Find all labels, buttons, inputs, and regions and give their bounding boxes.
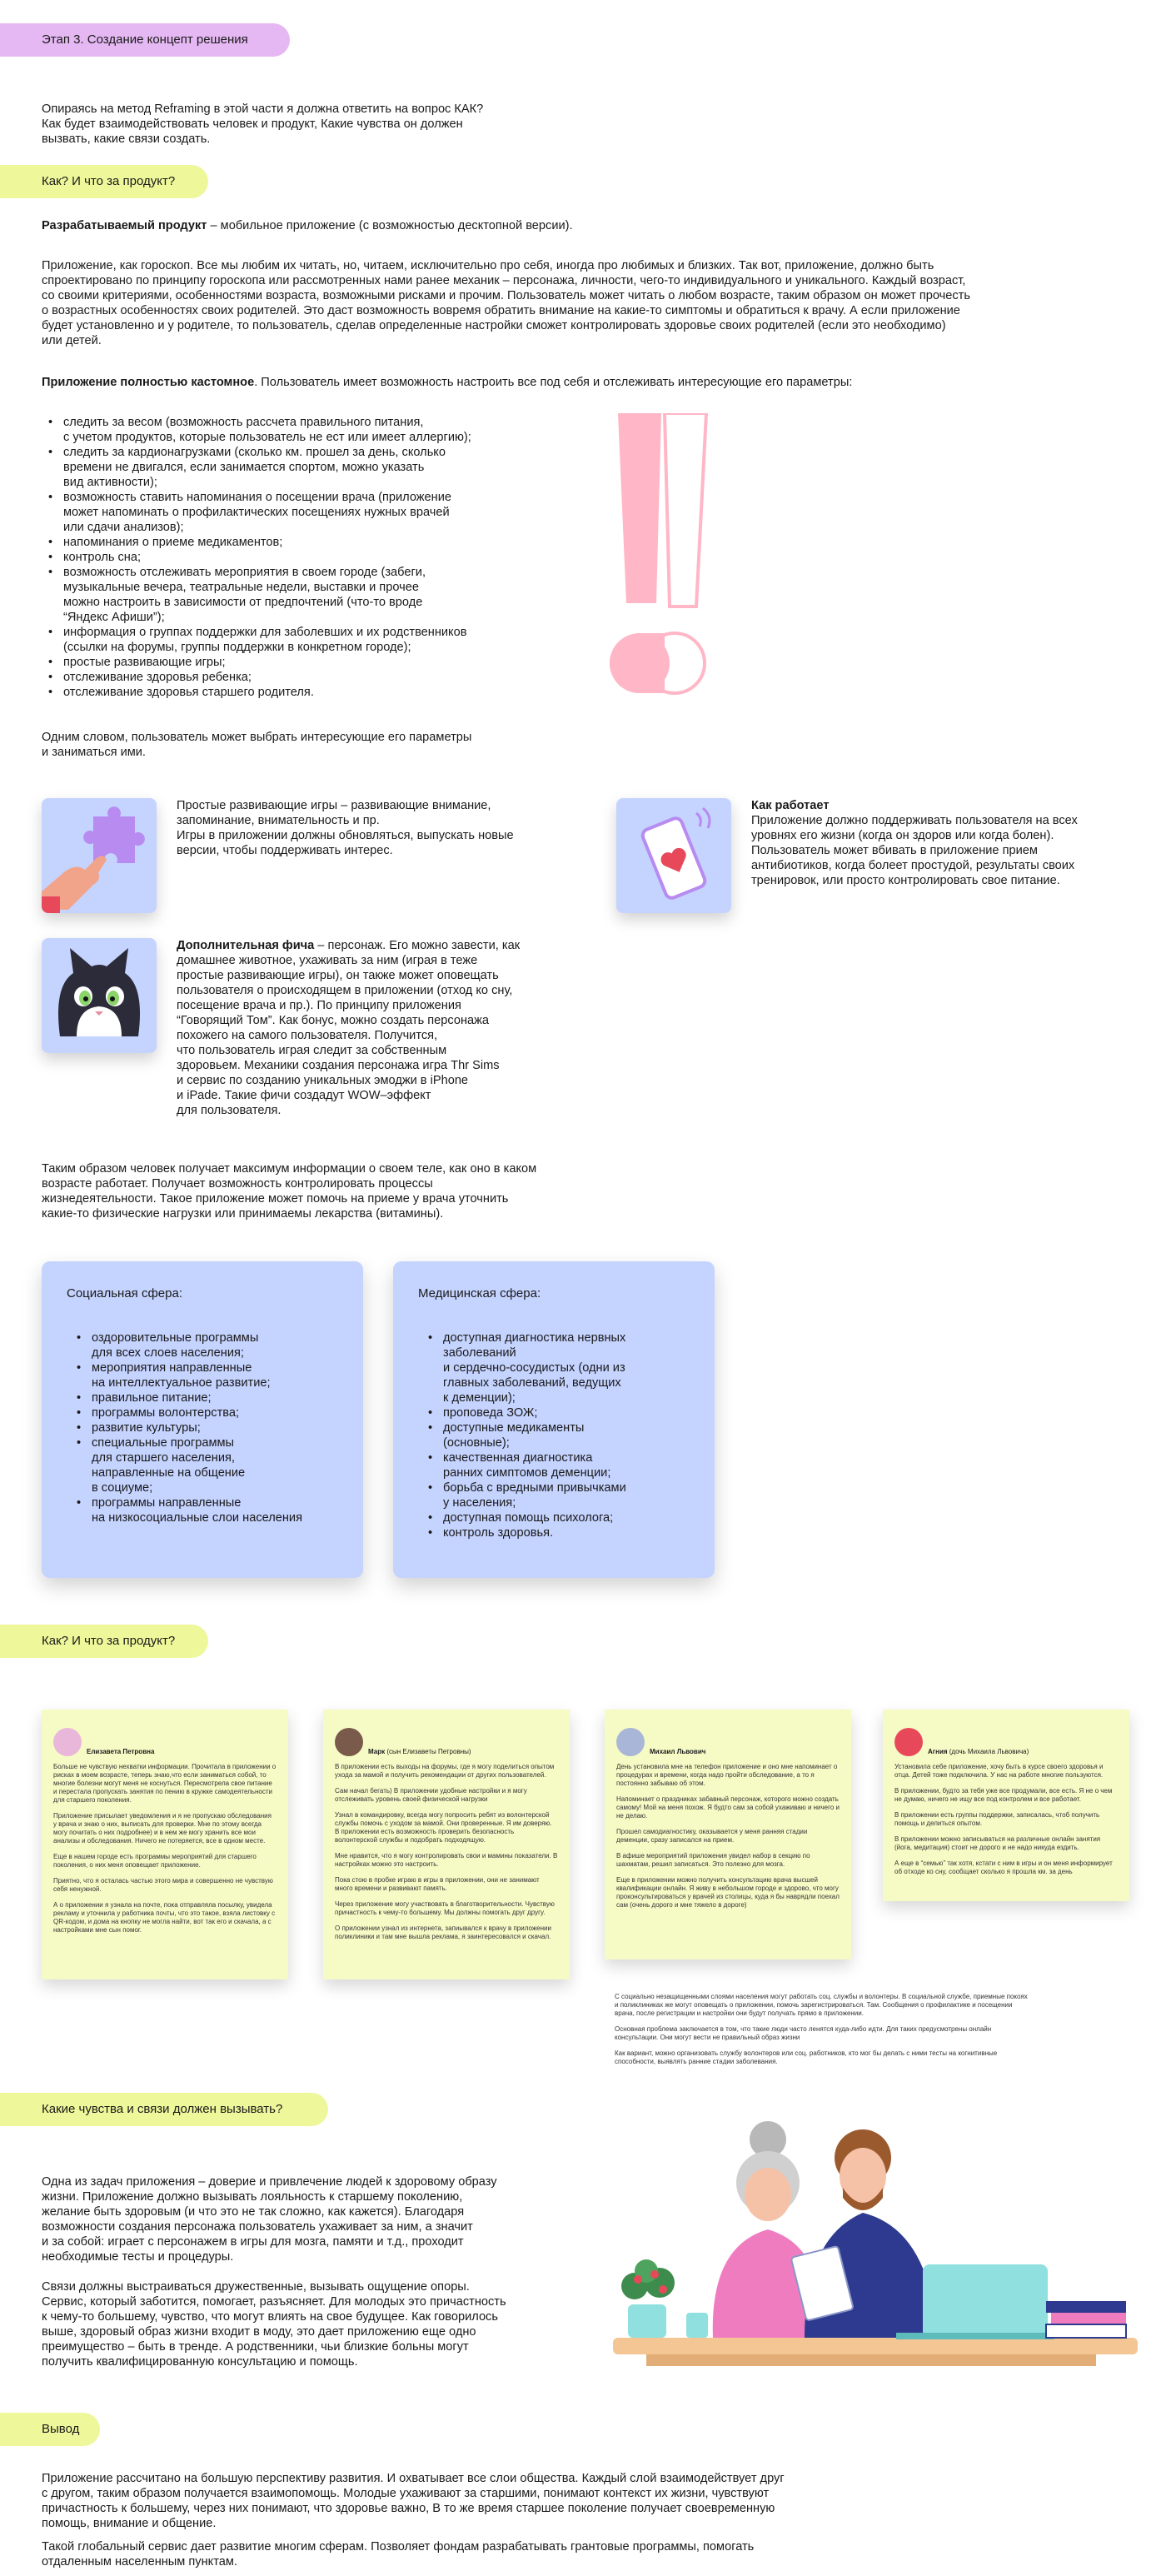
medical-item: • контроль здоровья. — [423, 1525, 690, 1540]
extra-line: простые развивающие игры), он также может оповещать — [177, 969, 499, 982]
how-works-title: Как работает — [751, 799, 830, 812]
summary-line: и заниматься ими. — [42, 746, 146, 759]
volunteers-paragraph: С социально незащищенными слоями населения могут работать соц. службы и волонтеры. В социальной службе, приемные покоях и поликлиниках же могут оповещать о приложении, помочь зарегистрироваться. Там. Сообщения о профилактике и посещении врача, после регистрации и настройки они будут получать прямо в приложении. — [615, 1993, 1028, 2017]
persona-paragraph: Установила себе приложение, хочу быть в курсе своего здоровья и отца. Детей тоже подключила. У нас на работе многие пользуются. — [894, 1763, 1104, 1779]
persona-card-agniya — [883, 1710, 1129, 1901]
medical-item: • проповеда ЗОЖ; — [423, 1405, 690, 1420]
extra-bold: Дополнительная фича — [177, 939, 315, 952]
final-line: с другом, таким образом получается взаимопомощь. Молодые ухаживают за старшими, понимают контекст их жизни, чувствуют — [42, 2487, 770, 2500]
intro-line: Как будет взаимодействовать человек и продукт, Какие чувства он должен — [42, 117, 463, 131]
couple-icon — [613, 2108, 1138, 2366]
feelings-line: желание быть здоровым (и что это не так сложно, как кажется). Благодаря — [42, 2205, 465, 2219]
horoscope-line: или детей. — [42, 334, 102, 347]
persona-paragraph: Еще в приложении можно получить консультацию врача высшей квалификации онлайн. Я живу в небольшом городе и здорово, что могу проконсультироваться у врачей из столицы, куда я бы наврядли поехал сам (очень дорого и мне тяжело в дороге) — [616, 1876, 840, 1909]
custom-line — [42, 375, 1141, 390]
final-line: отдаленным населенным пунктам. — [42, 2555, 237, 2569]
persona-name: Михаил Львович — [650, 1748, 706, 1755]
feelings-paragraph-2 — [42, 2279, 591, 2369]
section-pill-conclusion — [0, 2413, 100, 2446]
feelings-paragraph-1 — [42, 2174, 591, 2264]
persona-paragraph: В приложении можно записываться на различные онлайн занятия (йога, медитация) стоит не дорого и не надо никуда ездить. — [894, 1835, 1101, 1851]
persona-name: Марк (сын Елизаветы Петровны) — [368, 1748, 471, 1755]
conclusion-mid — [42, 1161, 675, 1221]
persona-body — [894, 1763, 1118, 1876]
persona-name: Елизавета Петровна — [87, 1748, 155, 1755]
feature-item: • контроль сна; — [43, 550, 576, 565]
extra-feature-block — [177, 938, 593, 1118]
extra-first: – персонаж. Его можно завести, как — [314, 939, 521, 952]
how-works-line: антибиотиков, когда болеет простудой, результаты своих — [751, 859, 1075, 872]
elderly-couple-illustration — [613, 2108, 1138, 2366]
final-line: причастность к большему, через них понимают, что здоровье важно, В то же время старшее поколение получает своевременную — [42, 2502, 775, 2515]
volunteers-paragraph: Как вариант, можно организовать службу волонтеров или соц. работников, кто мог бы делать с ними тесты на когнитивные способности, выявлять ранние стадии заболевания. — [615, 2049, 998, 2065]
feature-item: • напоминания о приеме медикаментов; — [43, 535, 576, 550]
feelings-line: получить квалифицированную консультацию и помощь. — [42, 2355, 358, 2369]
persona-paragraph: Приложение присылает уведомления и я не пропускаю обследования у врача и знаю о них, выписать для проверки. Мне по этому всегда могу почитать о них подробнее) и в нем же могу хранить все мои анализы и обследования. Ничего не потеряется, все в одном месте. — [53, 1812, 272, 1845]
volunteers-paragraph: Основная проблема заключается в том, что такие люди часто ленятся куда-либо идти. Для таких предусмотрены онлайн консультации. Они могут вести не правильный образ жизни — [615, 2025, 992, 2041]
avatar — [616, 1728, 645, 1756]
feelings-line: и за собой: играет с персонажем в игры для мозга, памяти и т.д., проходит — [42, 2235, 464, 2249]
social-item: • мероприятия направленные на интеллектуальное развитие; — [72, 1360, 338, 1390]
how-works-line: уровнях его жизни (когда он здоров или когда болен). — [751, 829, 1054, 842]
final-line: Такой глобальный сервис дает развитие многим сферам. Позволяет фондам разрабатывать грантовые программы, помогать — [42, 2540, 755, 2554]
feature-list — [43, 415, 576, 700]
intro-line: Опираясь на метод Reframing в этой части я должна ответить на вопрос КАК? — [42, 102, 484, 116]
final-paragraph-1 — [42, 2471, 1141, 2531]
persona-card-elizaveta — [42, 1710, 288, 1979]
phone-heart-icon — [616, 798, 731, 913]
social-title: Социальная сфера: — [67, 1286, 183, 1300]
avatar — [335, 1728, 363, 1756]
feelings-line: жизни. Приложение должно вызывать лояльность к старшему поколению, — [42, 2190, 463, 2204]
feelings-line: к чему-то большему, чувство, что могут влиять на свое будущее. Как говорилось — [42, 2310, 498, 2324]
section-pill-feelings — [0, 2093, 328, 2126]
feelings-line: Одна из задач приложения – доверие и привлечение людей к здоровому образу — [42, 2175, 497, 2189]
medical-item: • доступная помощь психолога; — [423, 1510, 690, 1525]
persona-paragraph: В приложении есть группы поддержки, записалась, чтоб получить помощь и делиться опытом. — [894, 1811, 1100, 1827]
persona-body — [616, 1763, 840, 1910]
persona-body — [335, 1763, 558, 1941]
feature-item: • следить за кардионагрузками (сколько км. прошел за день, сколько времени не двигался, если занимается спортом, можно указать вид активности); — [43, 445, 576, 490]
stage-pill — [0, 23, 290, 57]
summary-text — [42, 730, 625, 760]
how-works-block — [751, 798, 1143, 888]
persona-paragraph: Узнал в командировку, всегда могу попросить ребят из волонтерской службы помочь с уходом за мамой. Они проверенные. Я им доверяю. В приложении есть возможность проверить безопасность волонтерской службы и подобрать подходящую. — [335, 1811, 552, 1844]
games-line: Простые развивающие игры – развивающие внимание, — [177, 799, 491, 812]
social-item: • программы направленные на низкосоциальные слои населения — [72, 1495, 338, 1525]
social-sphere-card — [42, 1261, 363, 1578]
feature-item: • отслеживание здоровья старшего родителя. — [43, 685, 576, 700]
puzzle-hand-icon — [42, 798, 157, 913]
feature-item: • простые развивающие игры; — [43, 655, 576, 670]
section-pill-label: Какие чувства и связи должен вызывать? — [42, 2102, 283, 2116]
social-item: • специальные программы для старшего населения, направленные на общение в социуме; — [72, 1435, 338, 1495]
conclusion-line: Таким образом человек получает максимум информации о своем теле, как оно в каком — [42, 1162, 537, 1176]
cat-avatar-icon — [42, 938, 157, 1053]
final-line: Приложение рассчитано на большую перспективу развития. И охватывает все слои общества. Каждый слой взаимодействует друг — [42, 2472, 785, 2485]
product-bold: Разрабатываемый продукт — [42, 219, 207, 232]
how-works-line: Приложение должно поддерживать пользователя на всех — [751, 814, 1078, 827]
persona-paragraph: В приложении есть выходы на форумы, где я могу поделиться опытом ухода за мамой и получить рекомендации от других пользователей. — [335, 1763, 555, 1779]
persona-name: Агния (дочь Михаила Львовича) — [928, 1748, 1029, 1755]
social-list — [67, 1330, 338, 1525]
medical-item: • качественная диагностика ранних симптомов деменции; — [423, 1450, 690, 1480]
persona-body — [53, 1763, 277, 1934]
persona-paragraph: А о приложении я узнала на почте, пока отправляла посылку, увидела рекламу и уточнила у работника почты, что это такое, взяла листовку с QR-кодом, и дома на кнопку не могла найти, вот так его и скачала, а с настройками мне сын помог. — [53, 1901, 276, 1934]
medical-item: • борьба с вредными привычками у населения; — [423, 1480, 690, 1510]
avatar — [894, 1728, 923, 1756]
final-line: помощь, внимание и общение. — [42, 2517, 217, 2530]
persona-paragraph: День установила мне на телефон приложение и оно мне напоминает о процедурах и времени, когда надо пройти обследование, а то я постоянно забываю об этом. — [616, 1763, 838, 1787]
intro-line: вызвать, какие связи создать. — [42, 132, 211, 146]
feelings-line: преимущество – быть в тренде. А родственники, чьи близкие больны могут — [42, 2340, 469, 2354]
conclusion-line: какие-то физические нагрузки или принимаемы лекарства (витамины). — [42, 1207, 444, 1221]
medical-item: • доступные медикаменты (основные); — [423, 1420, 690, 1450]
horoscope-line: о возрастных особенностях своих родителей. Это даст возможность вовремя обратить внимание на какие-то симптомы и обратиться к врачу. А если приложение — [42, 304, 960, 317]
extra-line: “Говорящий Том”. Как бонус, можно создать персонажа — [177, 1014, 490, 1027]
extra-line: для пользователя. — [177, 1104, 282, 1117]
conclusion-line: возрасте работает. Получает возможность контролировать процессы — [42, 1177, 433, 1191]
feelings-line: возможности создания персонажа пользователь ухаживает за ним, а значит — [42, 2220, 473, 2234]
summary-line: Одним словом, пользователь может выбрать интересующие его параметры — [42, 731, 472, 744]
horoscope-paragraph — [42, 258, 1141, 348]
section-pill-product — [0, 165, 208, 198]
medical-item: • доступная диагностика нервных заболеваний и сердечно-сосудистых (одни из главных заболеваний, ведущих к деменции); — [423, 1330, 690, 1405]
feelings-line: Сервис, который заботится, помогает, разъясняет. Для молодых это причастность — [42, 2295, 506, 2309]
custom-bold: Приложение полностью кастомное — [42, 376, 255, 389]
persona-card-mikhail — [605, 1710, 851, 1959]
persona-paragraph: Через приложение могу участвовать в благотворительности. Чувствую причастность к чему-то большему. Мы должны помогать друг другу. — [335, 1900, 555, 1916]
feature-item: • возможность ставить напоминания о посещении врача (приложение может напоминать о профилактических посещениях нужных врачей или сдачи анализов); — [43, 490, 576, 535]
persona-paragraph: В приложении, будто за тебя уже все продумали, все есть. Я не о чем не думаю, ничего не ищу все под контролем и все работает. — [894, 1787, 1113, 1803]
social-item: • программы волонтерства; — [72, 1405, 338, 1420]
persona-paragraph: О приложении узнал из интернета, запиывался к врачу в приложении поликлиники и там мне вышла реклама, я заинтересовался и скачал. — [335, 1925, 551, 1940]
persona-paragraph: Еще в нашем городе есть программы мероприятий для старшего поколения, о них меня оповещает приложение. — [53, 1853, 257, 1869]
social-item: • оздоровительные программы для всех слоев населения; — [72, 1330, 338, 1360]
horoscope-line: со своими критериями, особенностями возраста, возможными рисками и прочим. Пользователь может читать о любом возрасте, таким образом он может прочесть — [42, 289, 970, 302]
intro-text — [42, 102, 641, 147]
exclamation-icon — [606, 413, 723, 705]
feature-item: • отслеживание здоровья ребенка; — [43, 670, 576, 685]
persona-paragraph: Мне нравится, что я могу контролировать свои и мамины показатели. В настройках можно это настроить. — [335, 1852, 558, 1868]
volunteers-note — [615, 1993, 1031, 2074]
feelings-line: Связи должны выстраиваться дружественные, вызывать ощущение опоры. — [42, 2280, 470, 2294]
feelings-line: выше, здоровый образ жизни входит в моду, это дает приложению еще одно — [42, 2325, 476, 2339]
medical-sphere-card — [393, 1261, 715, 1578]
horoscope-line: Приложение, как гороскоп. Все мы любим их читать, но, читаем, исключительно про себя, иногда про любимых и близких. Так вот, приложение, должно быть — [42, 259, 934, 272]
extra-line: и iPade. Такие фичи создадут WOW–эффект — [177, 1089, 431, 1102]
product-rest: – мобильное приложение (с возможностью десктопной версии). — [207, 219, 573, 232]
persona-card-mark — [323, 1710, 570, 1979]
feature-item: • информация о группах поддержки для заболевших и их родственников (ссылки на форумы, группы поддержки в конкретном городе); — [43, 625, 576, 655]
final-paragraph-2 — [42, 2539, 1141, 2569]
feature-item: • следить за весом (возможность рассчета правильного питания, с учетом продуктов, которые пользователь не ест или имеет аллергию); — [43, 415, 576, 445]
extra-line: здоровьем. Механики создания персонажа игра Thr Sims — [177, 1059, 500, 1072]
social-item: • правильное питание; — [72, 1390, 338, 1405]
extra-line: домашнее животное, ухаживать за ним (играя в теже — [177, 954, 478, 967]
extra-line: похожего на самого пользователя. Получится, — [177, 1029, 438, 1042]
persona-paragraph: Больше не чувствую нехватки информации. Прочитала в приложении о рисках в моем возрасте, теперь знаю,что если заниматься собой, то многие болезни могут меня не коснуться. Пересмотрела свое питание и перестала пропускать занятия по пению в кружке самодеятельности для старшего поколения. — [53, 1763, 277, 1804]
persona-paragraph: Приятно, что я осталась частью этого мира и совершенно не чувствую себя ненужной. — [53, 1877, 273, 1893]
games-block — [177, 798, 576, 858]
section-pill-label: Как? И что за продукт? — [42, 1634, 176, 1648]
persona-paragraph: Сам начал бегать) В приложении удобные настройки и я могу отслеживать уровень своей физической нагрузки — [335, 1787, 527, 1803]
medical-title: Медицинская сфера: — [418, 1286, 541, 1300]
section-pill-label: Вывод — [42, 2422, 80, 2436]
product-line — [42, 218, 1124, 233]
extra-line: что пользователь играя следит за собственным — [177, 1044, 447, 1057]
extra-line: посещение врача и пр.). По принципу приложения — [177, 999, 461, 1012]
section-pill-product-2 — [0, 1625, 208, 1658]
persona-paragraph: А еще в “семью” так хотя, кстати с ним в игры и он меня информирует об отходе ко сну, сообщает сколько я прошла км. за день — [894, 1860, 1113, 1875]
avatar — [53, 1728, 82, 1756]
persona-paragraph: В афише мероприятий приложения увидел набор в секцию по шахматам, решил записаться. Это полезно для мозга. — [616, 1852, 810, 1868]
horoscope-line: будет установленно и у родителе, то пользователь, сделав определенные настройки сможет контролировать здоровье своих родителей (если это необходимо) — [42, 319, 946, 332]
social-item: • развитие культуры; — [72, 1420, 338, 1435]
feelings-line: необходимые тесты и процедуры. — [42, 2250, 234, 2264]
horoscope-line: спроектировано по принципу гороскопа или рассмотренных нами ранее механик – персонажа, личности, чего-то индивидуального и уникального. Каждый возраст, — [42, 274, 966, 287]
exclamation-illustration — [606, 413, 723, 705]
games-line: запоминание, внимательность и пр. — [177, 814, 380, 827]
medical-list — [418, 1330, 690, 1540]
section-pill-label: Как? И что за продукт? — [42, 174, 176, 188]
feature-item: • возможность отслеживать мероприятия в своем городе (забеги, музыкальные вечера, театральные недели, выставки и прочее можно настроить в зависимости от предпочтений (что-то вроде “Яндекс Афиши”); — [43, 565, 576, 625]
games-line: версии, чтобы поддерживать интерес. — [177, 844, 393, 857]
how-works-line: Пользователь может вбивать в приложение прием — [751, 844, 1038, 857]
persona-paragraph: Пока стою в пробке играю в игры в приложении, они не занимают много времени и развивают память. — [335, 1876, 540, 1892]
persona-paragraph: Прошел самодиагностику, оказывается у меня ранняя стадии деменции, сразу записался на прием. — [616, 1828, 808, 1844]
how-works-line: тренировок, или просто контролировать свое питание. — [751, 874, 1060, 887]
custom-rest: . Пользователь имеет возможность настроить все под себя и отслеживать интересующие его параметры: — [254, 376, 853, 389]
games-line: Игры в приложении должны обновляться, выпускать новые — [177, 829, 514, 842]
extra-line: пользователя о происходящем в приложении (отход ко сну, — [177, 984, 513, 997]
stage-pill-label: Этап 3. Создание концепт решения — [42, 32, 248, 47]
extra-line: и сервис по созданию уникальных эмоджи в iPhone — [177, 1074, 469, 1087]
conclusion-line: жизнедеятельности. Такое приложение может помочь на приеме у врача уточнить — [42, 1192, 509, 1206]
persona-paragraph: Напоминает о праздниках забавный персонаж, которого можно создать самому! Мой на меня похож. Я будто сам за собой ухаживаю и ничего и не делаю. — [616, 1795, 840, 1820]
